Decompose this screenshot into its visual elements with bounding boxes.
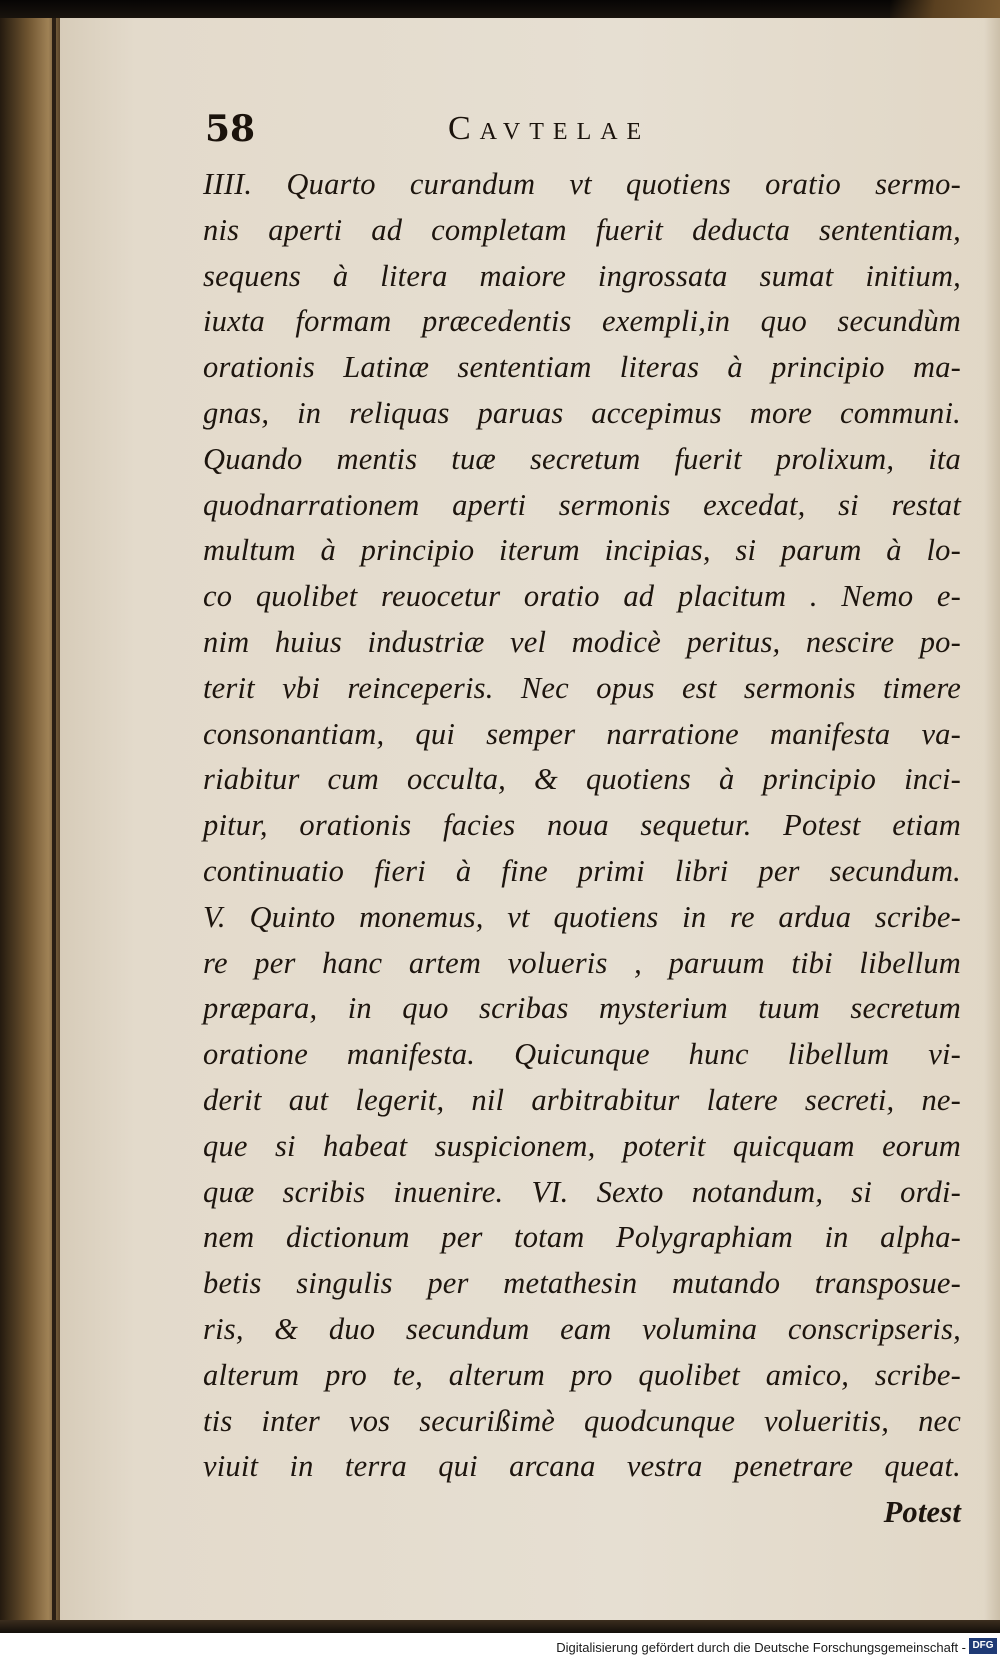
text-line: præpara, in quo scribas mysterium tuum secretum — [203, 991, 961, 1026]
text-line: derit aut legerit, nil arbitrabitur latere secreti, ne- — [203, 1082, 961, 1117]
text-line: V. Quinto monemus, vt quotiens in re ardua scribe- — [203, 899, 961, 934]
text-line: IIII. Quarto curandum vt quotiens oratio sermo- — [203, 167, 961, 201]
text-line: re per hanc artem volueris , paruum tibi libellum — [203, 945, 961, 980]
scan-bottom-border — [0, 1620, 1000, 1633]
text-line: que si habeat suspicionem, poterit quicquam eorum — [203, 1128, 961, 1163]
body-text — [203, 162, 961, 1536]
binding-gutter — [52, 18, 56, 1633]
text-line: co quolibet reuocetur oratio ad placitum . Nemo e- — [203, 579, 961, 614]
text-line: quæ scribis inuenire. VI. Sexto notandum, si ordi- — [203, 1174, 961, 1209]
text-line: Quando mentis tuæ secretum fuerit prolixum, ita — [203, 441, 961, 476]
text-line: ris, & duo secundum eam volumina conscripseris, — [203, 1311, 961, 1346]
text-line: riabitur cum occulta, & quotiens à principio inci- — [203, 762, 961, 797]
text-line: nim huius industriæ vel modicè peritus, nescire po- — [203, 624, 961, 659]
text-line: betis singulis per metathesin mutando transposue- — [203, 1266, 961, 1301]
text-line: orationis Latinæ sententiam literas à principio ma- — [203, 350, 961, 385]
running-head: Cavtelae — [448, 110, 651, 147]
text-line: iuxta formam præcedentis exempli,in quo secundùm — [203, 304, 961, 339]
text-line: nis aperti ad completam fuerit deducta sententiam, — [203, 212, 961, 247]
text-line: tis inter vos securißimè quodcunque volueritis, nec — [203, 1403, 961, 1438]
text-line: gnas, in reliquas paruas accepimus more communi. — [203, 395, 961, 430]
page-number: 58 — [205, 108, 256, 150]
page-right-edge — [984, 18, 1000, 1633]
text-line: nem dictionum per totam Polygraphiam in alpha- — [203, 1220, 961, 1255]
text-line: consonantiam, qui semper narratione manifesta va- — [203, 716, 961, 751]
text-line: oratione manifesta. Quicunque hunc libellum vi- — [203, 1037, 961, 1072]
dfg-logo: DFG — [969, 1638, 997, 1654]
text-line: quodnarrationem aperti sermonis excedat, si restat — [203, 487, 961, 522]
text-line: alterum pro te, alterum pro quolibet amico, scribe- — [203, 1357, 961, 1392]
text-line: pitur, orationis facies noua sequetur. Potest etiam — [203, 808, 961, 843]
text-line: continuatio fieri à fine primi libri per secundum. — [203, 853, 961, 888]
digitization-credit: Digitalisierung gefördert durch die Deutsche Forschungsgemeinschaft - — [556, 1640, 966, 1655]
text-line: sequens à litera maiore ingrossata sumat initium, — [203, 258, 961, 293]
text-line: multum à principio iterum incipias, si parum à lo- — [203, 533, 961, 568]
catchword: Potest — [883, 1495, 961, 1530]
text-line: viuit in terra qui arcana vestra penetrare queat. — [203, 1449, 961, 1484]
text-line: terit vbi reinceperis. Nec opus est sermonis timere — [203, 670, 961, 705]
